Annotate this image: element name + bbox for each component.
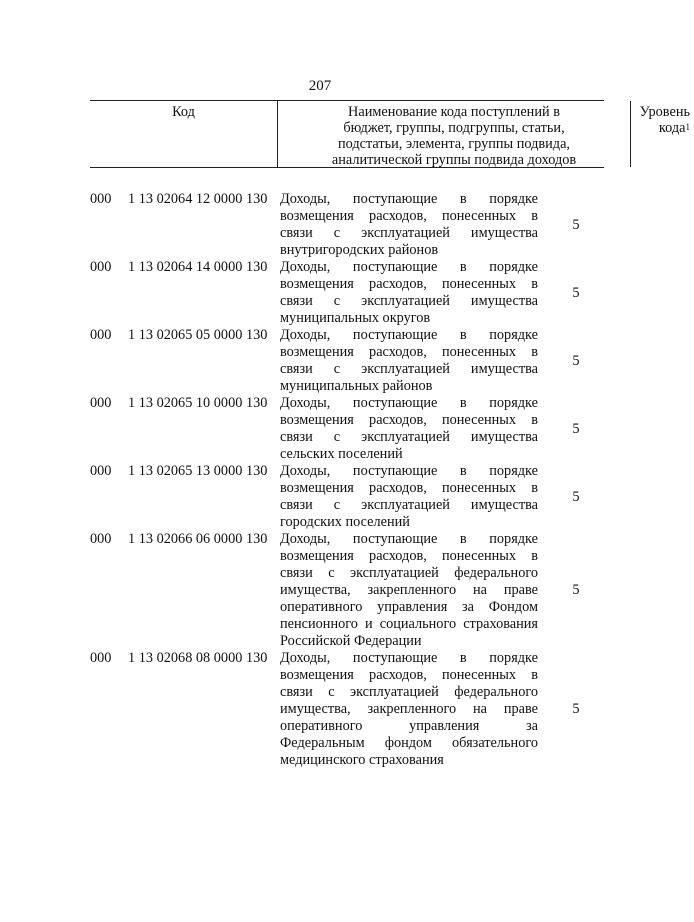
revenue-name	[280, 531, 538, 650]
table-header	[90, 100, 690, 168]
admin-code: 000	[90, 259, 112, 275]
revenue-name-line: возмещения расходов, понесенных в	[280, 344, 538, 360]
revenue-name	[280, 395, 538, 463]
revenue-name-line: Доходы, поступающие в порядке	[280, 531, 538, 547]
revenue-code: 1 13 02065 13 0000 130	[128, 463, 268, 479]
revenue-name-line: оперативного управления за Фондом	[280, 599, 538, 615]
table-row	[90, 191, 604, 259]
revenue-name	[280, 650, 538, 769]
revenue-name-line: возмещения расходов, понесенных в	[280, 208, 538, 224]
header-code: Код	[90, 101, 278, 167]
header-name-line: бюджет, группы, подгруппы, статьи,	[343, 120, 565, 136]
table-body	[90, 191, 604, 769]
admin-code: 000	[90, 531, 112, 547]
revenue-name-line: Российской Федерации	[280, 633, 422, 649]
revenue-name	[280, 259, 538, 327]
revenue-name-line: Доходы, поступающие в порядке	[280, 191, 538, 207]
revenue-name-line: пенсионного и социального страхования	[280, 616, 538, 632]
admin-code: 000	[90, 650, 112, 666]
admin-code: 000	[90, 395, 112, 411]
table-row	[90, 463, 604, 531]
revenue-name-line: имущества, закрепленного на праве	[280, 701, 538, 717]
revenue-code: 1 13 02064 12 0000 130	[128, 191, 268, 207]
revenue-name-line: связи с эксплуатацией имущества	[280, 429, 538, 445]
revenue-name-line: внутригородских районов	[280, 242, 439, 258]
header-level	[631, 101, 694, 167]
revenue-name	[280, 463, 538, 531]
revenue-code: 1 13 02065 05 0000 130	[128, 327, 268, 343]
revenue-name-line: Доходы, поступающие в порядке	[280, 259, 538, 275]
revenue-name-line: имущества, закрепленного на праве	[280, 582, 538, 598]
header-name-line: подстатьи, элемента, группы подвида,	[337, 136, 570, 152]
footnote-marker: 1	[685, 122, 690, 132]
revenue-name-line: связи с эксплуатацией федерального	[280, 565, 538, 581]
revenue-name-line: возмещения расходов, понесенных в	[280, 667, 538, 683]
revenue-name-line: возмещения расходов, понесенных в	[280, 548, 538, 564]
level-value: 5	[572, 489, 580, 505]
admin-code: 000	[90, 191, 112, 207]
admin-code: 000	[90, 327, 112, 343]
revenue-name-line: Доходы, поступающие в порядке	[280, 650, 538, 666]
revenue-name-line: возмещения расходов, понесенных в	[280, 412, 538, 428]
revenue-name-line: Федеральным фондом обязательного	[280, 735, 538, 751]
level-value: 5	[572, 353, 580, 369]
level-value: 5	[572, 217, 580, 233]
revenue-name-line: связи с эксплуатацией имущества	[280, 497, 538, 513]
table-row	[90, 531, 604, 650]
level-value: 5	[572, 285, 580, 301]
revenue-name-line: сельских поселений	[280, 446, 403, 462]
level-value: 5	[572, 701, 580, 717]
revenue-name-line: оперативного управления за	[280, 718, 538, 734]
revenue-name-line: связи с эксплуатацией федерального	[280, 684, 538, 700]
revenue-code: 1 13 02065 10 0000 130	[128, 395, 268, 411]
revenue-name-line: муниципальных районов	[280, 378, 433, 394]
level-value: 5	[572, 582, 580, 598]
revenue-name-line: возмещения расходов, понесенных в	[280, 276, 538, 292]
header-name	[278, 101, 631, 167]
revenue-name-line: городских поселений	[280, 514, 410, 530]
table-row	[90, 395, 604, 463]
revenue-name	[280, 327, 538, 395]
revenue-name-line: Доходы, поступающие в порядке	[280, 395, 538, 411]
header-level-line1: Уровень	[639, 104, 690, 120]
revenue-name-line: Доходы, поступающие в порядке	[280, 463, 538, 479]
revenue-code: 1 13 02066 06 0000 130	[128, 531, 268, 547]
table-row	[90, 650, 604, 769]
revenue-name-line: связи с эксплуатацией имущества	[280, 225, 538, 241]
header-level-line2: кода$^1$	[658, 120, 690, 136]
revenue-name-line: связи с эксплуатацией имущества	[280, 293, 538, 309]
revenue-name-line: Доходы, поступающие в порядке	[280, 327, 538, 343]
level-value: 5	[572, 421, 580, 437]
revenue-code: 1 13 02064 14 0000 130	[128, 259, 268, 275]
revenue-name-line: связи с эксплуатацией имущества	[280, 361, 538, 377]
header-name-line: аналитической группы подвида доходов	[331, 152, 577, 168]
page-number: 207	[308, 78, 332, 94]
revenue-name-line: муниципальных округов	[280, 310, 431, 326]
revenue-name-line: возмещения расходов, понесенных в	[280, 480, 538, 496]
admin-code: 000	[90, 463, 112, 479]
revenue-code: 1 13 02068 08 0000 130	[128, 650, 268, 666]
revenue-name-line: медицинского страхования	[280, 752, 444, 768]
header-name-line: Наименование кода поступлений в	[348, 104, 560, 120]
table-row	[90, 327, 604, 395]
table-row	[90, 259, 604, 327]
revenue-name	[280, 191, 538, 259]
